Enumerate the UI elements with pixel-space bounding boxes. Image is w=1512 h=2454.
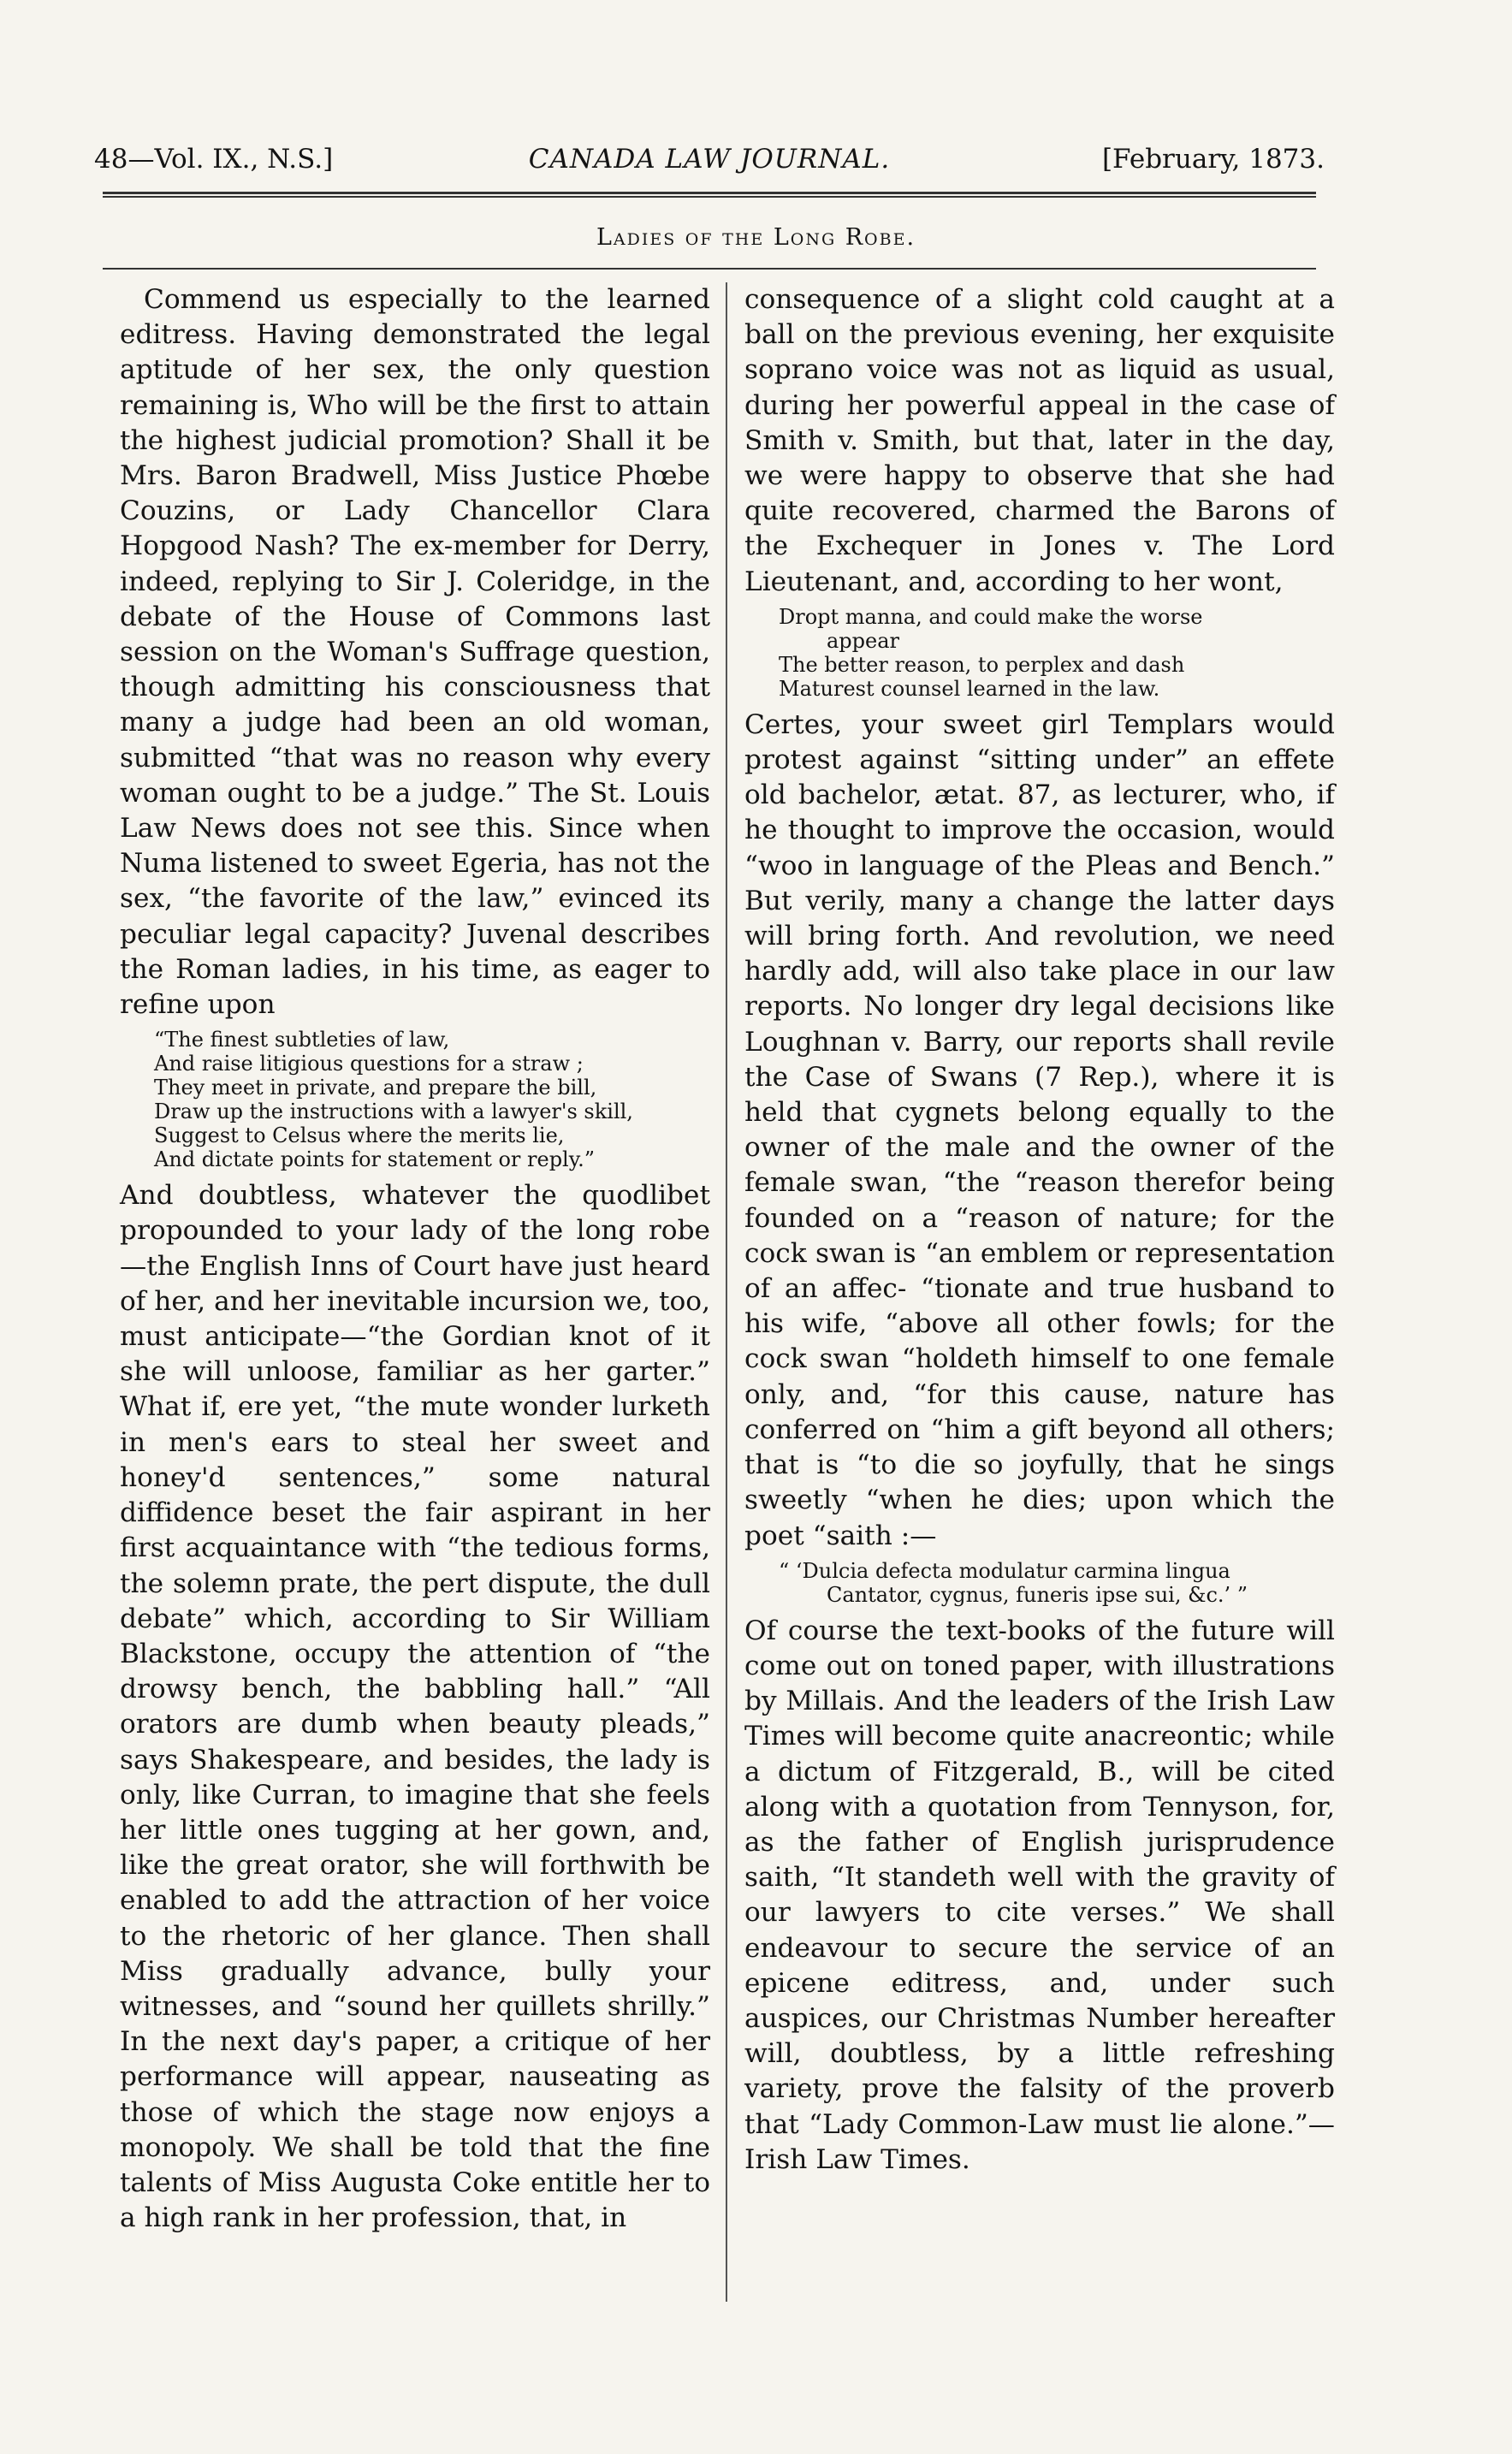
page-volume: 48—Vol. IX., N.S.]	[94, 144, 334, 175]
title-rule	[103, 268, 1316, 270]
verse-line: And raise litigious questions for a straw ;	[154, 1052, 584, 1076]
paragraph: Commend us especially to the learned editress. Having demonstrated the legal aptitude of her sex, the only question remaining is, Who will be the first to attain the highest judicial promotion? Shall it be Mrs. Baron Bradwell, Miss Justice Phœbe Couzins, or Lady Chancellor Clara Hopgood Nash? The ex-member for Derry, indeed, replying to Sir J. Coleridge, in the debate of the House of Commons last session on the Woman's Suffrage question, though admitting his consciousness that many a judge had been an old woman, submitted “that was no reason why every woman ought to be a judge.” The St. Louis Law News does not see this. Since when Numa listened to sweet Egeria, has not the sex, “the favorite of the law,” evinced its peculiar legal capacity? Juvenal describes the Roman ladies, in his time, as eager to refine upon	[120, 284, 710, 1021]
verse-quote	[779, 605, 1335, 701]
verse-line: Draw up the instructions with a lawyer's skill,	[154, 1100, 633, 1124]
verse-quote	[779, 1559, 1335, 1607]
section-title: Ladies of the Long Robe.	[596, 224, 916, 251]
verse-line: Dropt manna, and could make the worse	[779, 604, 1203, 629]
header-rule-thin	[103, 196, 1316, 198]
column-divider	[726, 282, 727, 2302]
header-rule	[103, 192, 1316, 194]
verse-line: Suggest to Celsus where the merits lie,	[154, 1123, 565, 1148]
paragraph: And doubtless, whatever the quodlibet propounded to your lady of the long robe —the English Inns of Court have just heard of her, and her inevitable incursion we, too, must anticipate—“the Gordian knot of it she will unloose, familiar as her garter.” What if, ere yet, “the mute wonder lurketh in men's ears to steal her sweet and honey'd sentences,” some natural diffidence beset the fair aspirant in her first acquaintance with “the tedious forms, the solemn prate, the pert dispute, the dull debate” which, according to Sir William Blackstone, occupy the attention of “the drowsy bench, the babbling hall.” “All orators are dumb when beauty pleads,” says Shakespeare, and besides, the lady is only, like Curran, to imagine that she feels her little ones tugging at her gown, and, like the great orator, she will forthwith be enabled to add the attraction of her voice to the rhetoric of her glance. Then shall Miss gradually advance, bully your witnesses, and “sound her quillets shrilly.” In the next day's paper, a critique of her performance will appear, nauseating as those of which the stage now enjoys a monopoly. We shall be told that the fine talents of Miss Augusta Coke entitle her to a high rank in her profession, that, in	[120, 1180, 710, 2234]
running-header	[94, 144, 1325, 187]
issue-date: [February, 1873.	[1101, 144, 1325, 175]
verse-quote	[154, 1028, 710, 1171]
verse-line: The better reason, to perplex and dash	[779, 652, 1185, 677]
paragraph: Of course the text-books of the future will come out on toned paper, with illustrations by Millais. And the leaders of the Irish Law Times will become quite anacreontic; while a dictum of Fitzgerald, B., will be cited along with a quotation from Tennyson, for, as the father of English jurisprudence saith, “It standeth well with the gravity of our lawyers to cite verses.” We shall endeavour to secure the service of an epicene editress, and, under such auspices, our Christmas Number hereafter will, doubtless, by a little refreshing variety, prove the falsity of the proverb that “Lady Common-Law must lie alone.”—Irish Law Times.	[744, 1615, 1335, 2175]
left-column	[120, 282, 710, 2236]
paragraph: consequence of a slight cold caught at a ball on the previous evening, her exquisite soprano voice was not as liquid as usual, during her powerful appeal in the case of Smith v. Smith, but that, later in the day, we were happy to observe that she had quite recovered, charmed the Barons of the Exchequer in Jones v. The Lord Lieutenant, and, according to her wont,	[744, 284, 1335, 597]
journal-title: CANADA LAW JOURNAL.	[528, 144, 891, 175]
verse-line: Cantator, cygnus, funeris ipse sui, &c.’ ”	[827, 1582, 1248, 1607]
verse-line: And dictate points for statement or reply.”	[154, 1147, 596, 1172]
verse-line: appear	[827, 628, 900, 653]
verse-line: Maturest counsel learned in the law.	[779, 676, 1160, 701]
verse-line: “ ‘Dulcia defecta modulatur carmina lingua	[779, 1558, 1230, 1583]
verse-line: They meet in private, and prepare the bill,	[154, 1076, 597, 1100]
paragraph: Certes, your sweet girl Templars would protest against “sitting under” an effete old bachelor, ætat. 87, as lecturer, who, if he thought to improve the occasion, would “woo in language of the Pleas and Bench.” But verily, many a change the latter days will bring forth. And revolution, we need hardly add, will also take place in our law reports. No longer dry legal decisions like Loughnan v. Barry, our reports shall revile the Case of Swans (7 Rep.), where it is held that cygnets belong equally to the owner of the male and the owner of the female swan, “the “reason therefor being founded on a “reason of nature; for the cock swan is “an emblem or representation of an affec- “tionate and true husband to his wife, “above all other fowls; for the cock swan “holdeth himself to one female only, and, “for this cause, nature has conferred on “him a gift beyond all others; that is “to die so joyfully, that he sings sweetly “when he dies; upon which the poet “saith :—	[744, 708, 1335, 1551]
right-column	[744, 282, 1335, 2178]
verse-line: “The finest subtleties of law,	[154, 1028, 450, 1052]
